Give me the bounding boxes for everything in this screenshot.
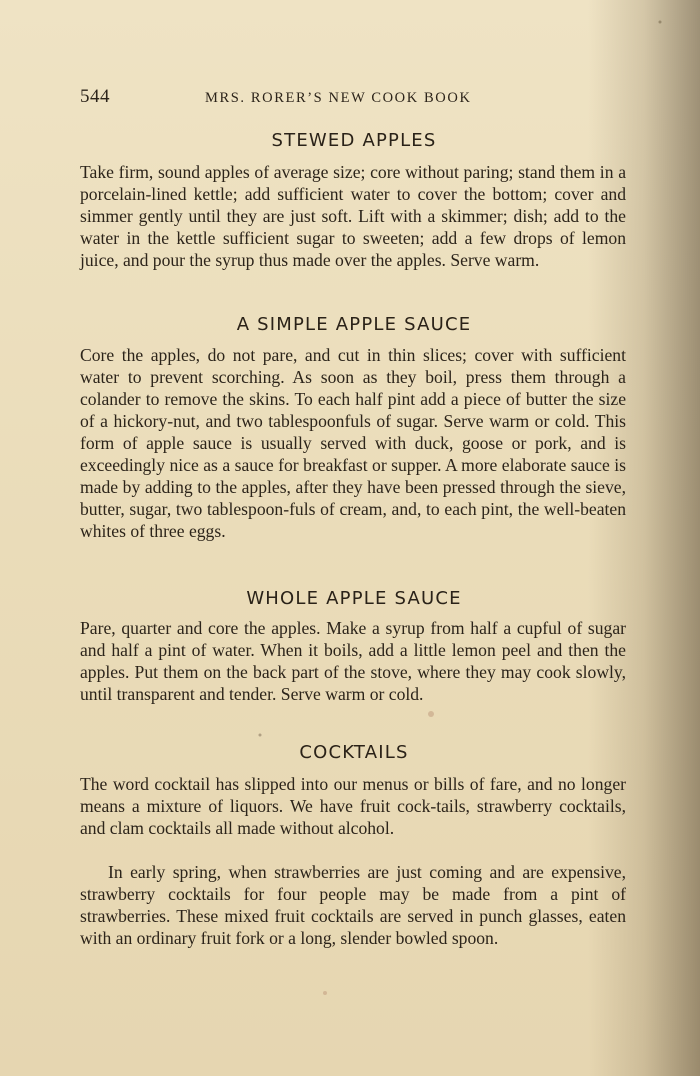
page-number: 544 [80, 86, 110, 107]
heading-cocktails: COCKTAILS [299, 742, 409, 763]
paragraph-cocktails-1: The word cocktail has slipped into our menus or bills of fare, and no longer means a mixture of liquors. We have fruit cock-tails, strawberry cocktails, and clam cocktails all made without alcohol. [80, 774, 626, 838]
heading-whole-apple-sauce: WHOLE APPLE SAUCE [246, 588, 462, 609]
paragraph-simple-apple-sauce: Core the apples, do not pare, and cut in thin slices; cover with sufficient water to prevent scorching. As soon as they boil, press them through a colander to remove the skins. To each half pint add a piece of butter the size of a hickory-nut, and two tablespoonfuls of sugar. Serve warm or cold. This form of apple sauce is usually served with duck, goose or pork, and is exceedingly nice as a sauce for breakfast or supper. A more elaborate sauce is made by adding to the apples, after they have been pressed through the sieve, butter, sugar, two tablespoon-fuls of cream, and, to each pint, the well-beaten whites of three eggs. [80, 345, 626, 541]
paragraph-whole-apple-sauce: Pare, quarter and core the apples. Make a syrup from half a cupful of sugar and half a pint of water. When it boils, add a little lemon peel and then the apples. Put them on the back part of the stove, where they may cook slowly, until transparent and tender. Serve warm or cold. [80, 618, 626, 704]
paragraph-cocktails-2: In early spring, when strawberries are just coming and are expensive, strawberry cocktails for four people may be made from a pint of strawberries. These mixed fruit cocktails are served in punch glasses, eaten with an ordinary fruit fork or a long, slender bowled spoon. [80, 862, 626, 948]
paragraph-stewed-apples: Take firm, sound apples of average size; core without paring; stand them in a porcelain-lined kettle; add sufficient water to cover the bottom; cover and simmer gently until they are just soft. Lift with a skimmer; dish; add to the water in the kettle sufficient sugar to sweeten; add a few drops of lemon juice, and pour the syrup thus made over the apples. Serve warm. [80, 162, 626, 270]
running-title: MRS. RORER’S NEW COOK BOOK [205, 90, 472, 106]
heading-simple-apple-sauce: A SIMPLE APPLE SAUCE [236, 314, 472, 335]
heading-stewed-apples: STEWED APPLES [271, 130, 437, 151]
